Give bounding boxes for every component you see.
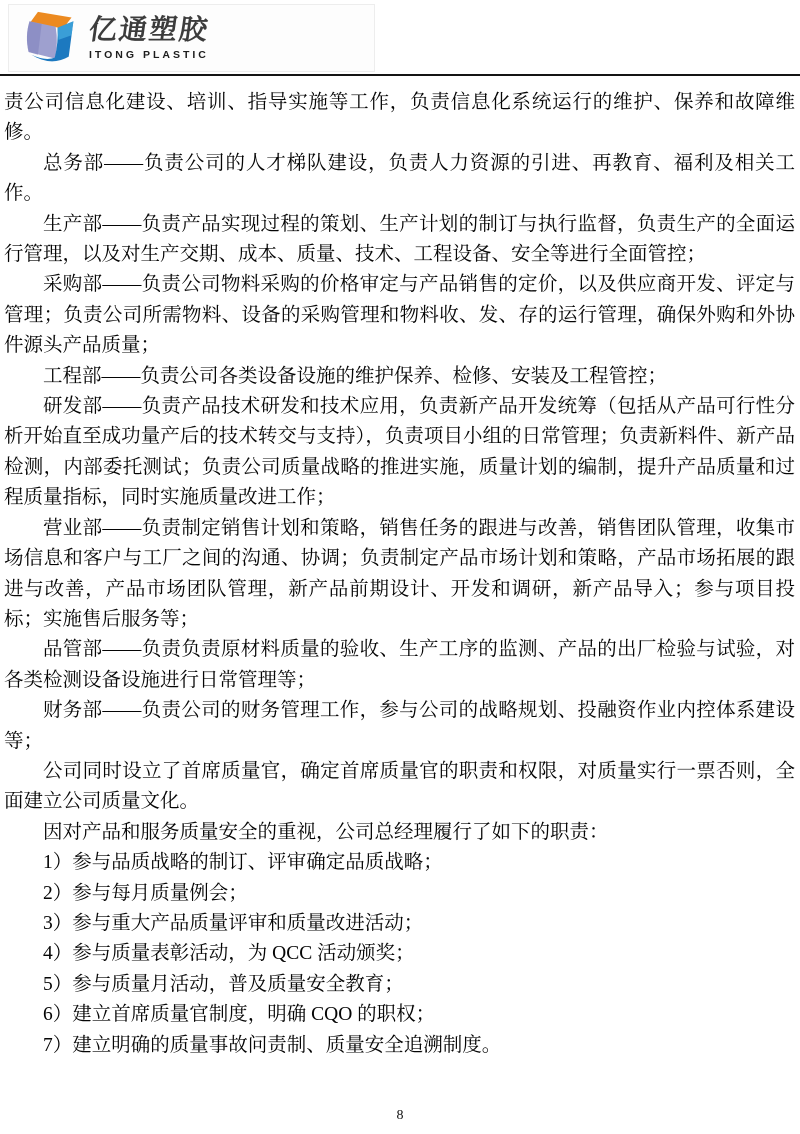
page-footer bbox=[0, 1108, 800, 1124]
logo-icon bbox=[23, 9, 79, 67]
paragraph-engineering-dept: 工程部——负责公司各类设备设施的维护保养、检修、安装及工程管控； bbox=[43, 365, 668, 387]
company-name-chinese: 亿通塑胶 bbox=[86, 14, 212, 46]
list-item-7: 7）建立明确的质量事故问责制、质量安全追溯制度。 bbox=[43, 1034, 502, 1056]
list-item-3: 3）参与重大产品质量评审和质量改进活动； bbox=[43, 912, 424, 934]
paragraph-sales-dept: 营业部——负责制定销售计划和策略，销售任务的跟进与改善，销售团队管理，收集市场信息和客户与工厂之间的沟通、协调；负责制定产品市场计划和策略，产品市场拓展的跟进与改善，产品市场团队管理，新产品前期设计、开发和调研，新产品导入；参与项目投标；实施售后服务等； bbox=[4, 517, 795, 630]
document-body bbox=[0, 75, 800, 1061]
paragraph-quality-control-dept: 品管部——负责负责原材料质量的验收、生产工序的监测、产品的出厂检验与试验，对各类检测设备设施进行日常管理等； bbox=[4, 639, 795, 691]
paragraph-production-dept: 生产部——负责产品实现过程的策划、生产计划的制订与执行监督，负责生产的全面运行管理，以及对生产交期、成本、质量、技术、工程设备、安全等进行全面管控； bbox=[4, 213, 795, 266]
page-header bbox=[0, 0, 800, 75]
company-name-english: ITONG PLASTIC bbox=[89, 48, 209, 61]
paragraph-finance-dept: 财务部——负责公司的财务管理工作，参与公司的战略规划、投融资作业内控体系建设等； bbox=[4, 700, 795, 752]
paragraph-continuation: 责公司信息化建设、培训、指导实施等工作，负责信息化系统运行的维护、保养和故障维修。 bbox=[4, 92, 795, 144]
paragraph-purchasing-dept: 采购部——负责公司物料采购的价格审定与产品销售的定价，以及供应商开发、评定与管理；负责公司所需物料、设备的采购管理和物料收、发、存的运行管理，确保外购和外协件源头产品质量； bbox=[4, 274, 795, 357]
page-number: 8 bbox=[396, 1108, 404, 1123]
list-item-4: 4）参与质量表彰活动，为 QCC 活动颁奖； bbox=[43, 943, 415, 965]
logo-text-block bbox=[86, 14, 212, 61]
paragraph-rnd-dept: 研发部——负责产品技术研发和技术应用，负责新产品开发统筹（包括从产品可行性分析开始直至成功量产后的技术转交与支持），负责项目小组的日常管理；负责新料件、新产品检测，内部委托测试；负责公司质量战略的推进实施，质量计划的编制，提升产品质量和过程质量指标，同时实施质量改进工作； bbox=[4, 396, 795, 509]
header-divider-line bbox=[0, 74, 800, 76]
list-item-1: 1）参与品质战略的制订、评审确定品质战略； bbox=[43, 852, 443, 874]
paragraph-chief-quality-officer: 公司同时设立了首席质量官，确定首席质量官的职责和权限，对质量实行一票否则，全面建立公司质量文化。 bbox=[4, 760, 795, 813]
paragraph-general-affairs-dept: 总务部——负责公司的人才梯队建设，负责人力资源的引进、再教育、福利及相关工作。 bbox=[4, 152, 795, 205]
list-item-6: 6）建立首席质量官制度，明确 CQO 的职权； bbox=[43, 1004, 436, 1026]
list-item-5: 5）参与质量月活动，普及质量安全教育； bbox=[43, 973, 404, 995]
paragraph-gm-duties-intro: 因对产品和服务质量安全的重视，公司总经理履行了如下的职责： bbox=[43, 821, 609, 843]
list-item-2: 2）参与每月质量例会； bbox=[43, 882, 248, 904]
company-logo bbox=[8, 4, 375, 72]
